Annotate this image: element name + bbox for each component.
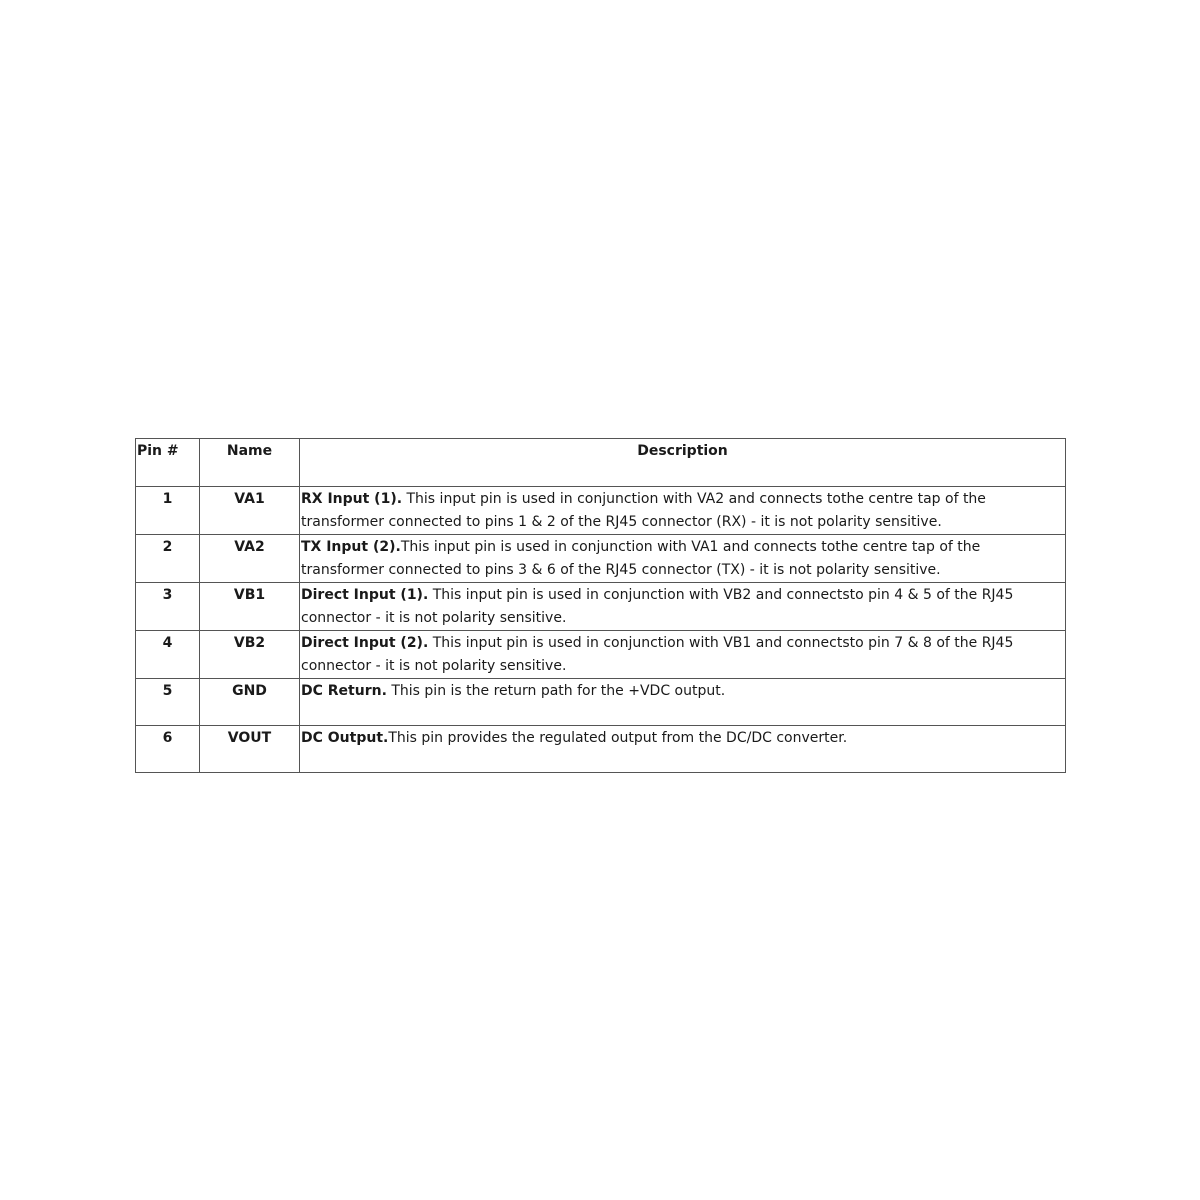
pin-name: VOUT (200, 726, 300, 773)
pin-number: 3 (136, 583, 200, 631)
pin-description (300, 631, 1066, 679)
pin-description (300, 535, 1066, 583)
pin-number: 6 (136, 726, 200, 773)
pin-number: 1 (136, 487, 200, 535)
pin-description (300, 487, 1066, 535)
pin-number: 4 (136, 631, 200, 679)
pin-description (300, 726, 1066, 773)
header-row (136, 439, 1066, 487)
description-title: TX Input (2). (301, 539, 401, 555)
description-title: DC Return. (301, 683, 387, 699)
table-body (136, 487, 1066, 773)
pin-name: VB2 (200, 631, 300, 679)
description-text: This pin provides the regulated output from the DC/DC converter. (388, 730, 848, 746)
table-row (136, 679, 1066, 726)
pin-name: VA2 (200, 535, 300, 583)
pin-name: VA1 (200, 487, 300, 535)
pin-description-table (135, 438, 1066, 773)
description-text: This pin is the return path for the +VDC output. (386, 683, 726, 699)
table-row (136, 535, 1066, 583)
description-text: This input pin is used in conjunction with VB1 and connectsto pin 7 & 8 of the RJ45 connector - it is not polarity sensitive. (301, 635, 1014, 674)
pin-number: 5 (136, 679, 200, 726)
pin-description (300, 679, 1066, 726)
description-text: This input pin is used in conjunction with VA1 and connects tothe centre tap of the transformer connected to pins 3 & 6 of the RJ45 connector (TX) - it is not polarity sensitive. (301, 539, 981, 578)
table-row (136, 631, 1066, 679)
header-pin: Pin # (136, 439, 200, 487)
pin-name: GND (200, 679, 300, 726)
pin-name: VB1 (200, 583, 300, 631)
description-text: This input pin is used in conjunction with VB2 and connectsto pin 4 & 5 of the RJ45 connector - it is not polarity sensitive. (301, 587, 1014, 626)
header-name: Name (200, 439, 300, 487)
description-title: Direct Input (1). (301, 587, 429, 603)
description-title: DC Output. (301, 730, 389, 746)
description-text: This input pin is used in conjunction with VA2 and connects tothe centre tap of the transformer connected to pins 1 & 2 of the RJ45 connector (RX) - it is not polarity sensitive. (301, 491, 986, 530)
table-row (136, 487, 1066, 535)
description-title: Direct Input (2). (301, 635, 429, 651)
description-title: RX Input (1). (301, 491, 403, 507)
pin-description (300, 583, 1066, 631)
header-description: Description (300, 439, 1066, 487)
table-row (136, 726, 1066, 773)
table-row (136, 583, 1066, 631)
table-header (136, 439, 1066, 487)
pin-number: 2 (136, 535, 200, 583)
